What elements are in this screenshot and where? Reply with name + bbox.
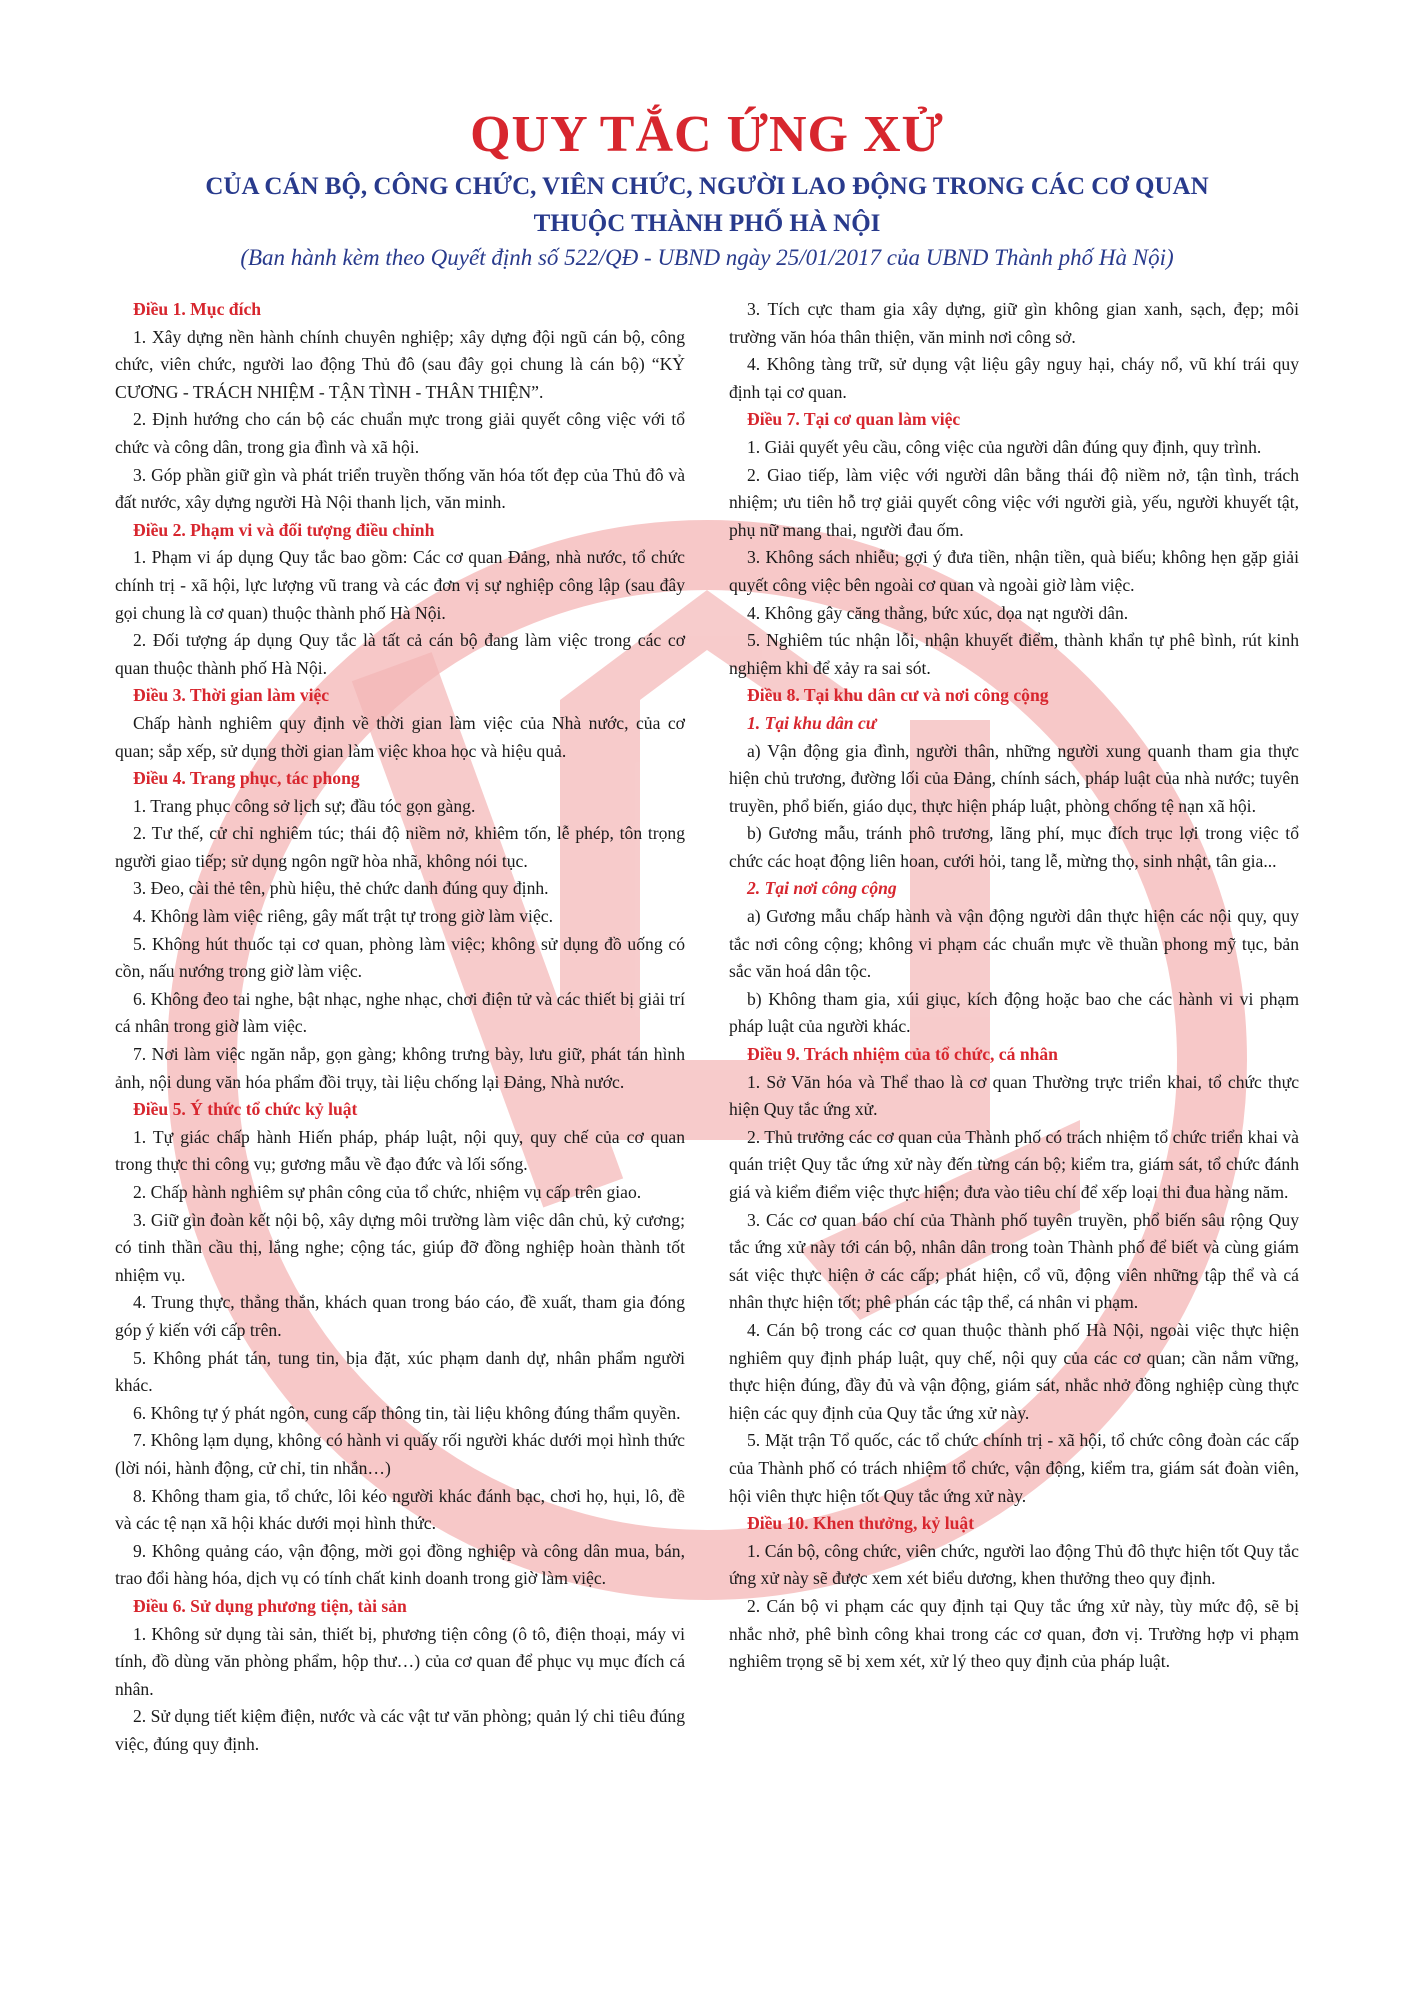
decree-reference: (Ban hành kèm theo Quyết định số 522/QĐ - UBND ngày 25/01/2017 của UBND Thành phố Hà Nội) <box>240 245 1174 270</box>
paragraph: a) Gương mẫu chấp hành và vận động người dân thực hiện các nội quy, quy tắc nơi công cộng; không vi phạm các chuẩn mực về thuần phong mỹ tục, bản sắc văn hoá dân tộc. <box>729 906 1299 982</box>
paragraph: 5. Không phát tán, tung tin, bịa đặt, xúc phạm danh dự, nhân phẩm người khác. <box>115 1347 685 1396</box>
paragraph: 2. Chấp hành nghiêm sự phân công của tổ chức, nhiệm vụ cấp trên giao. <box>133 1182 642 1202</box>
paragraph: b) Không tham gia, xúi giục, kích động hoặc bao che các hành vi vi phạm pháp luật của người khác. <box>729 988 1299 1037</box>
article-heading: Điều 5. Ý thức tổ chức kỷ luật <box>133 1099 358 1120</box>
paragraph: 4. Không gây căng thẳng, bức xúc, dọa nạt người dân. <box>747 602 1129 623</box>
paragraph: a) Vận động gia đình, người thân, những người xung quanh tham gia thực hiện chủ trương, đường lối của Đảng, chính sách, pháp luật của nhà nước; tuyên truyền, phổ biến, giáo dục, thực hiện pháp luật, phòng chống tệ nạn xã hội. <box>729 740 1299 816</box>
paragraph: 6. Không tự ý phát ngôn, cung cấp thông tin, tài liệu không đúng thẩm quyền. <box>133 1402 681 1423</box>
paragraph: Chấp hành nghiêm quy định về thời gian làm việc của Nhà nước, của cơ quan; sắp xếp, sử dụng thời gian làm việc khoa học và hiệu quả. <box>115 712 685 761</box>
paragraph: 3. Các cơ quan báo chí của Thành phố tuyên truyền, phổ biến sâu rộng Quy tắc ứng xử này tới cán bộ, nhân dân trong toàn Thành phố để biết và cùng giám sát việc thực hiện ở các cấp; phát hiện, cổ vũ, động viên những tập thể và cá nhân thực hiện tốt; phê phán các tập thể, cá nhân vi phạm. <box>729 1209 1299 1313</box>
article-heading: Điều 1. Mục đích <box>133 299 262 319</box>
page-subtitle-line-1: CỦA CÁN BỘ, CÔNG CHỨC, VIÊN CHỨC, NGƯỜI LAO ĐỘNG TRONG CÁC CƠ QUAN <box>205 173 1209 200</box>
paragraph: 3. Không sách nhiễu; gợi ý đưa tiền, nhận tiền, quà biếu; không hẹn gặp giải quyết công việc bên ngoài cơ quan và ngoài giờ làm việc. <box>729 547 1299 595</box>
paragraph: 2. Giao tiếp, làm việc với người dân bằng thái độ niềm nở, tận tình, trách nhiệm; ưu tiên hỗ trợ giải quyết công việc với người già, yếu, người khuyết tật, phụ nữ mang thai, người đau ốm. <box>729 464 1299 540</box>
paragraph: 4. Không làm việc riêng, gây mất trật tự trong giờ làm việc. <box>133 906 553 927</box>
paragraph: 4. Không tàng trữ, sử dụng vật liệu gây nguy hại, cháy nổ, vũ khí trái quy định tại cơ quan. <box>729 354 1299 402</box>
paragraph: 2. Cán bộ vi phạm các quy định tại Quy tắc ứng xử này, tùy mức độ, sẽ bị nhắc nhở, phê bình công khai trong các cơ quan, đơn vị. Trường hợp vi phạm nghiêm trọng sẽ bị xem xét, xử lý theo quy định của pháp luật. <box>729 1595 1299 1672</box>
right-column <box>729 296 1299 1758</box>
paragraph: b) Gương mẫu, tránh phô trương, lãng phí, mục đích trục lợi trong việc tổ chức các hoạt động liên hoan, cưới hỏi, tang lễ, mừng thọ, sinh nhật, tân gia... <box>729 823 1299 871</box>
paragraph: 4. Trung thực, thẳng thắn, khách quan trong báo cáo, đề xuất, tham gia đóng góp ý kiến với cấp trên. <box>115 1292 685 1340</box>
paragraph: 3. Tích cực tham gia xây dựng, giữ gìn không gian xanh, sạch, đẹp; môi trường văn hóa thân thiện, văn minh nơi công sở. <box>729 299 1299 347</box>
paragraph: 5. Mặt trận Tổ quốc, các tổ chức chính trị - xã hội, tổ chức công đoàn các cấp của Thành phố có trách nhiệm tổ chức, vận động, kiểm tra, giám sát đoàn viên, hội viên thực hiện tốt Quy tắc ứng xử này. <box>729 1430 1299 1506</box>
article-heading: Điều 6. Sử dụng phương tiện, tài sản <box>133 1595 407 1616</box>
paragraph: 2. Đối tượng áp dụng Quy tắc là tất cả cán bộ đang làm việc trong các cơ quan thuộc thành phố Hà Nội. <box>115 630 685 678</box>
paragraph: 5. Không hút thuốc tại cơ quan, phòng làm việc; không sử dụng đồ uống có cồn, nấu nướng trong giờ làm việc. <box>115 933 685 982</box>
article-heading: Điều 3. Thời gian làm việc <box>133 685 330 706</box>
paragraph: 1. Sở Văn hóa và Thể thao là cơ quan Thường trực triển khai, tổ chức thực hiện Quy tắc ứng xử. <box>729 1071 1299 1120</box>
paragraph: 2. Định hướng cho cán bộ các chuẩn mực trong giải quyết công việc với tổ chức và công dân, trong gia đình và xã hội. <box>115 409 685 457</box>
paragraph: 1. Cán bộ, công chức, viên chức, người lao động Thủ đô thực hiện tốt Quy tắc ứng xử này sẽ được xem xét biểu dương, khen thưởng theo quy định. <box>729 1540 1299 1589</box>
page-subtitle-line-2: THUỘC THÀNH PHỐ HÀ NỘI <box>533 210 881 237</box>
paragraph: 3. Giữ gìn đoàn kết nội bộ, xây dựng môi trường làm việc dân chủ, kỷ cương; có tinh thần cầu thị, lắng nghe; cộng tác, giúp đỡ đồng nghiệp hoàn thành tốt nhiệm vụ. <box>115 1209 685 1285</box>
paragraph: 1. Tự giác chấp hành Hiến pháp, pháp luật, nội quy, quy chế của cơ quan trong thực thi công vụ; gương mẫu về đạo đức và lối sống. <box>115 1126 685 1175</box>
article-heading: Điều 2. Phạm vi và đối tượng điều chỉnh <box>133 519 435 540</box>
left-column <box>115 296 685 1758</box>
paragraph: 7. Không lạm dụng, không có hành vi quấy rối người khác dưới mọi hình thức (lời nói, hành động, cử chỉ, tin nhắn…) <box>115 1430 685 1478</box>
article-heading: Điều 8. Tại khu dân cư và nơi công cộng <box>747 685 1049 706</box>
paragraph: 3. Đeo, cài thẻ tên, phù hiệu, thẻ chức danh đúng quy định. <box>133 878 549 899</box>
paragraph: 1. Trang phục công sở lịch sự; đầu tóc gọn gàng. <box>133 795 476 816</box>
article-heading: Điều 9. Trách nhiệm của tổ chức, cá nhân <box>747 1044 1058 1065</box>
paragraph: 8. Không tham gia, tổ chức, lôi kéo người khác đánh bạc, chơi họ, hụi, lô, đề và các tệ nạn xã hội khác dưới mọi hình thức. <box>115 1485 685 1534</box>
paragraph: 5. Nghiêm túc nhận lỗi, nhận khuyết điểm, thành khẩn tự phê bình, rút kinh nghiệm khi để xảy ra sai sót. <box>729 630 1299 678</box>
paragraph: 7. Nơi làm việc ngăn nắp, gọn gàng; không trưng bày, lưu giữ, phát tán hình ảnh, nội dung văn hóa phẩm đồi trụy, tài liệu chống lại Đảng, Nhà nước. <box>115 1044 685 1092</box>
paragraph: 1. Xây dựng nền hành chính chuyên nghiệp; xây dựng đội ngũ cán bộ, công chức, viên chức, người lao động Thủ đô (sau đây gọi chung là cán bộ) “KỶ CƯƠNG - TRÁCH NHIỆM - TẬN TÌNH - THÂN THIỆN”. <box>115 326 685 402</box>
paragraph: 1. Giải quyết yêu cầu, công việc của người dân đúng quy định, quy trình. <box>747 436 1262 457</box>
paragraph: 2. Sử dụng tiết kiệm điện, nước và các vật tư văn phòng; quản lý chi tiêu đúng việc, đúng quy định. <box>115 1706 685 1754</box>
section-subheading: 2. Tại nơi công cộng <box>747 878 897 899</box>
paragraph: 3. Góp phần giữ gìn và phát triển truyền thống văn hóa tốt đẹp của Thủ đô và đất nước, xây dựng người Hà Nội thanh lịch, văn minh. <box>115 464 685 513</box>
page-title: QUY TẮC ỨNG XỬ <box>470 106 944 163</box>
paragraph: 9. Không quảng cáo, vận động, mời gọi đồng nghiệp và công dân mua, bán, trao đổi hàng hóa, dịch vụ có tính chất kinh doanh trong giờ làm việc. <box>115 1540 685 1589</box>
paragraph: 6. Không đeo tai nghe, bật nhạc, nghe nhạc, chơi điện tử và các thiết bị giải trí cá nhân trong giờ làm việc. <box>115 988 685 1037</box>
paragraph: 2. Tư thế, cử chỉ nghiêm túc; thái độ niềm nở, khiêm tốn, lễ phép, tôn trọng người giao tiếp; sử dụng ngôn ngữ hòa nhã, không nói tục. <box>115 823 685 871</box>
article-heading: Điều 10. Khen thưởng, kỷ luật <box>747 1513 975 1534</box>
paragraph: 4. Cán bộ trong các cơ quan thuộc thành phố Hà Nội, ngoài việc thực hiện nghiêm quy định pháp luật, quy chế, nội quy của các cơ quan; cần nắm vững, thực hiện đúng, đầy đủ và vận động, giám sát, nhắc nhở đồng nghiệp cùng thực hiện các quy định của Quy tắc ứng xử này. <box>729 1319 1299 1423</box>
article-heading: Điều 4. Trang phục, tác phong <box>133 768 360 789</box>
paragraph: 1. Phạm vi áp dụng Quy tắc bao gồm: Các cơ quan Đảng, nhà nước, tổ chức chính trị - xã hội, lực lượng vũ trang và các đơn vị sự nghiệp công lập (sau đây gọi chung là cơ quan) thuộc thành phố Hà Nội. <box>115 547 685 623</box>
section-subheading: 1. Tại khu dân cư <box>747 712 877 733</box>
article-heading: Điều 7. Tại cơ quan làm việc <box>747 409 961 430</box>
paragraph: 2. Thủ trưởng các cơ quan của Thành phố có trách nhiệm tổ chức triển khai và quán triệt Quy tắc ứng xử này đến từng cán bộ; kiểm tra, giám sát, tổ chức đánh giá và kiểm điểm việc thực hiện; đưa vào tiêu chí để xếp loại thi đua hàng năm. <box>729 1126 1299 1202</box>
paragraph: 1. Không sử dụng tài sản, thiết bị, phương tiện công (ô tô, điện thoại, máy vi tính, đồ dùng văn phòng phẩm, hộp thư…) của cơ quan để phục vụ mục đích cá nhân. <box>115 1623 685 1699</box>
